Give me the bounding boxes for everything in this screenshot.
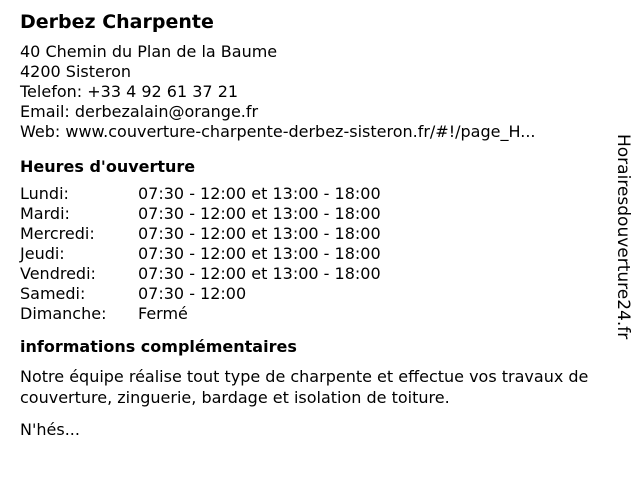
day-label: Samedi: <box>20 284 86 303</box>
day-hours: 07:30 - 12:00 et 13:00 - 18:00 <box>138 224 381 243</box>
day-label: Vendredi: <box>20 264 96 283</box>
hours-row-wednesday <box>20 224 610 244</box>
day-hours: 07:30 - 12:00 et 13:00 - 18:00 <box>138 184 381 203</box>
phone-number[interactable]: +33 4 92 61 37 21 <box>87 82 239 101</box>
hours-row-tuesday <box>20 204 610 224</box>
info-description: Notre équipe réalise tout type de charpente et effectue vos travaux de couverture, zinguerie, bardage et isolation de toiture. <box>20 367 589 407</box>
day-label: Dimanche: <box>20 304 107 323</box>
day-label: Mardi: <box>20 204 70 223</box>
email-line <box>20 102 610 122</box>
web-label: Web: <box>20 122 61 141</box>
day-hours: 07:30 - 12:00 et 13:00 - 18:00 <box>138 244 381 263</box>
address-line-2: 4200 Sisteron <box>20 62 132 81</box>
day-hours: Fermé <box>138 304 188 323</box>
hours-row-saturday <box>20 284 610 304</box>
day-label: Lundi: <box>20 184 69 203</box>
day-hours: 07:30 - 12:00 et 13:00 - 18:00 <box>138 204 381 223</box>
business-name: Derbez Charpente <box>20 11 214 33</box>
email-label: Email: <box>20 102 70 121</box>
business-details <box>20 8 610 440</box>
address-line-1: 40 Chemin du Plan de la Baume <box>20 42 278 61</box>
day-hours: 07:30 - 12:00 et 13:00 - 18:00 <box>138 264 381 283</box>
info-heading: informations complémentaires <box>20 337 297 356</box>
email-address[interactable]: derbezalain@orange.fr <box>74 102 259 121</box>
hours-row-thursday <box>20 244 610 264</box>
phone-label: Telefon: <box>20 82 83 101</box>
hours-row-sunday <box>20 304 610 324</box>
website-link[interactable]: www.couverture-charpente-derbez-sisteron.fr/#!/page_H... <box>65 122 536 141</box>
hours-table <box>20 184 610 324</box>
brand-watermark: Horairesdouverture24.fr <box>613 134 633 340</box>
hours-row-friday <box>20 264 610 284</box>
day-label: Jeudi: <box>20 244 65 263</box>
info-more-text: N'hés... <box>20 420 80 439</box>
phone-line <box>20 82 610 102</box>
web-line <box>20 122 610 142</box>
hours-row-monday <box>20 184 610 204</box>
day-hours: 07:30 - 12:00 <box>138 284 247 303</box>
day-label: Mercredi: <box>20 224 95 243</box>
hours-heading: Heures d'ouverture <box>20 157 196 176</box>
